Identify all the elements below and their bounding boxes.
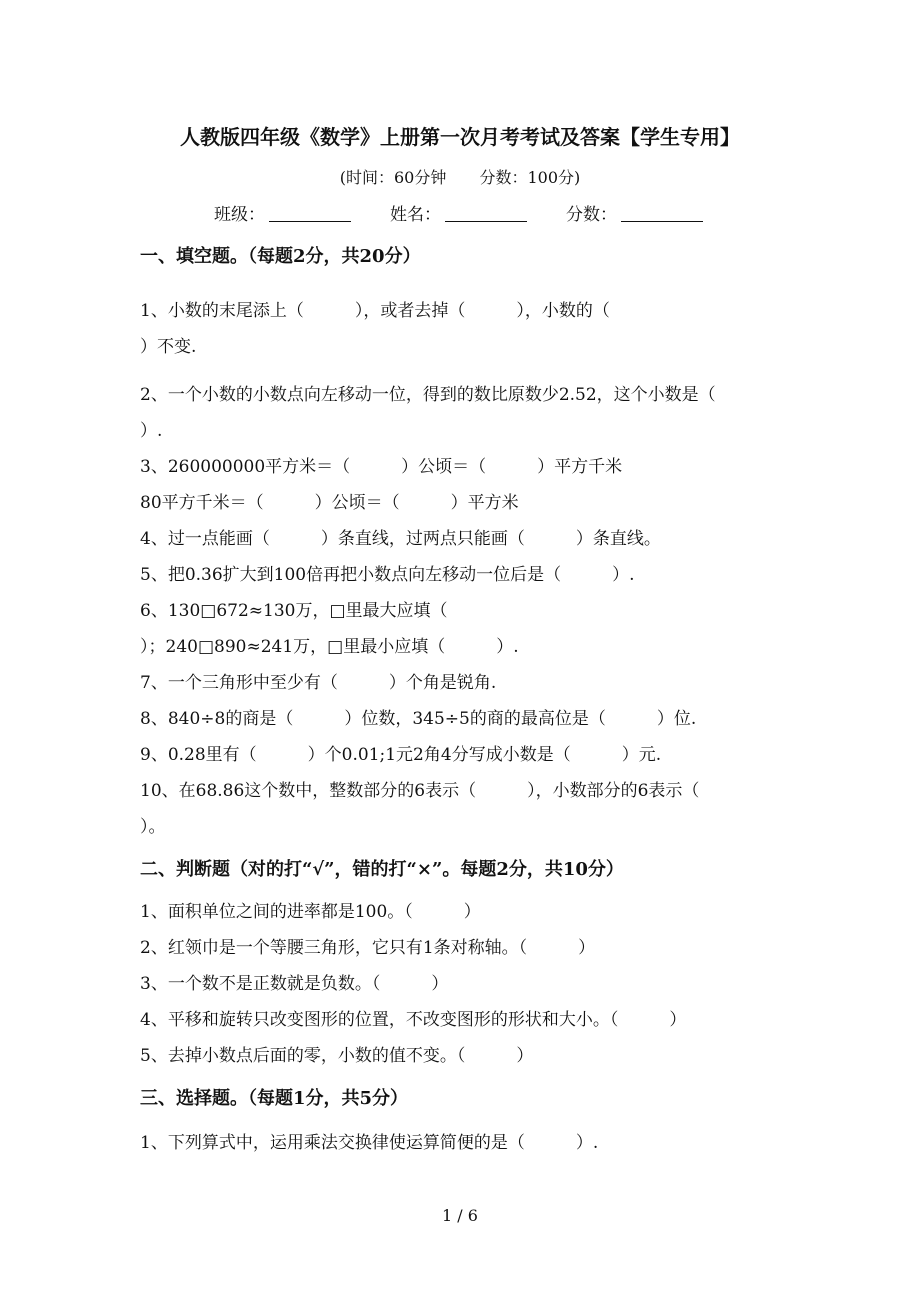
question-line: 2、一个小数的小数点向左移动一位，得到的数比原数少2.52，这个小数是（ [140, 385, 716, 405]
score-blank[interactable] [621, 205, 703, 222]
page-number: 1 / 6 [442, 1206, 478, 1225]
question-line: ）不变. [140, 337, 197, 357]
question-line: 8、840÷8的商是（ ）位数，345÷5的商的最高位是（ ）位. [140, 709, 697, 729]
name-blank[interactable] [445, 205, 527, 222]
section-heading-fill-blank: 一、填空题。（每题2分，共20分） [140, 246, 421, 267]
question-line: 1、面积单位之间的进率都是100。（ ） [140, 902, 481, 922]
question-line: 3、260000000平方米＝（ ）公顷＝（ ）平方千米 [140, 457, 623, 477]
score-label: 分数： [566, 205, 617, 225]
exam-meta [0, 167, 920, 189]
class-field [214, 204, 351, 226]
question-line: 1、小数的末尾添上（ ），或者去掉（ ），小数的（ [140, 301, 610, 321]
question-line: 5、去掉小数点后面的零，小数的值不变。（ ） [140, 1046, 534, 1066]
question-line: 80平方千米＝（ ）公顷＝（ ）平方米 [140, 493, 519, 513]
question-line: 2、红领巾是一个等腰三角形，它只有1条对称轴。（ ） [140, 938, 596, 958]
class-label: 班级： [214, 205, 265, 225]
question-line: 7、一个三角形中至少有（ ）个角是锐角. [140, 673, 497, 693]
name-label: 姓名： [390, 205, 441, 225]
question-line: 3、一个数不是正数就是负数。（ ） [140, 974, 449, 994]
class-blank[interactable] [269, 205, 351, 222]
question-line: 4、过一点能画（ ）条直线，过两点只能画（ ）条直线。 [140, 529, 661, 549]
score-field [566, 204, 703, 226]
time-limit: (时间：60分钟 [339, 168, 447, 187]
question-line: ）。 [140, 817, 166, 837]
name-field [390, 204, 527, 226]
question-line: 1、下列算式中，运用乘法交换律使运算简便的是（ ）. [140, 1133, 599, 1153]
page-title: 人教版四年级《数学》上册第一次月考考试及答案【学生专用】 [180, 125, 740, 149]
question-line: 9、0.28里有（ ）个0.01;1元2角4分写成小数是（ ）元. [140, 745, 662, 765]
question-line: 10、在68.86这个数中，整数部分的6表示（ ），小数部分的6表示（ [140, 781, 700, 801]
question-line: 5、把0.36扩大到100倍再把小数点向左移动一位后是（ ）. [140, 565, 635, 585]
section-heading-true-false: 二、判断题（对的打“√”，错的打“×”。每题2分，共10分） [140, 859, 624, 880]
question-line: 6、130□672≈130万，□里最大应填（ [140, 601, 448, 621]
total-score: 分数：100分) [479, 168, 581, 187]
question-line: ）. [140, 421, 163, 441]
section-heading-multiple-choice: 三、选择题。（每题1分，共5分） [140, 1088, 409, 1109]
question-line: 4、平移和旋转只改变图形的位置，不改变图形的形状和大小。（ ） [140, 1010, 687, 1030]
question-line: ）；240□890≈241万，□里最小应填（ ）. [140, 637, 519, 657]
